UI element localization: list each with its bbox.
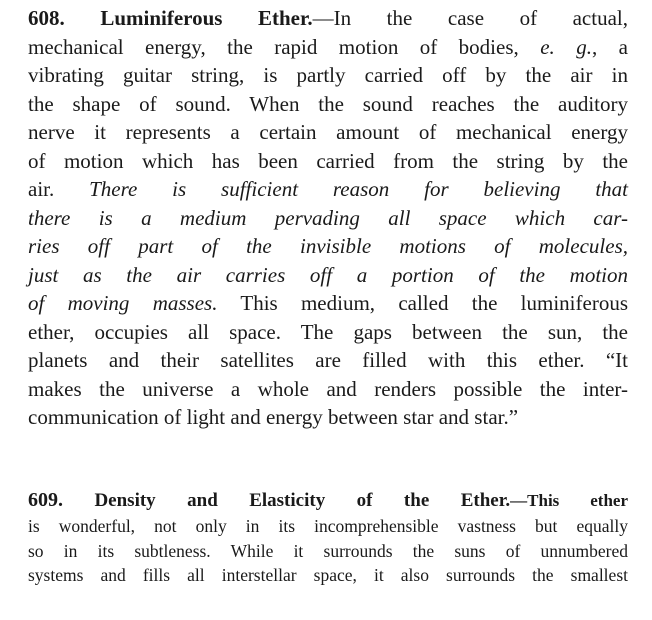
text-line: makes the universe a whole and renders possible the inter- bbox=[28, 376, 628, 401]
section-heading: Luminiferous Ether. bbox=[100, 6, 313, 30]
text-line: of motion which has been carried from the string by the bbox=[28, 148, 628, 173]
line-text: , a bbox=[591, 34, 628, 59]
text-line: ries off part of the invisible motions of molecules, bbox=[28, 234, 628, 258]
text-line: planets and their satellites are filled with this ether. “It bbox=[28, 348, 628, 372]
text-line: systems and fills all interstellar space, it also surrounds the smallest bbox=[28, 565, 628, 585]
section-number: 608. bbox=[28, 6, 65, 30]
text-line: there is a medium pervading all space which car- bbox=[28, 205, 628, 230]
text-line: is wonderful, not only in its incomprehensible vastness but equally bbox=[28, 516, 628, 536]
text-line bbox=[28, 487, 628, 514]
text-line: vibrating guitar string, is partly carried off by the air in bbox=[28, 63, 628, 87]
line-text: This medium, called the luminiferous bbox=[217, 291, 628, 315]
line-text: —This ether bbox=[510, 491, 628, 510]
text-line: ether, occupies all space. The gaps between the sun, the bbox=[28, 319, 628, 344]
text-line bbox=[28, 175, 628, 204]
text-line bbox=[28, 33, 628, 62]
line-text: air. bbox=[28, 177, 90, 201]
emphasis-text: e. g. bbox=[540, 34, 592, 59]
text-line: so in its subtleness. While it surrounds the suns of unnumbered bbox=[28, 540, 628, 561]
text-line: just as the air carries off a portion of the motion bbox=[28, 262, 628, 287]
section-609 bbox=[28, 487, 628, 588]
section-608 bbox=[28, 4, 628, 432]
text-line bbox=[28, 289, 628, 318]
section-heading: Density and Elasticity of the Ether. bbox=[94, 490, 511, 511]
text-line: the shape of sound. When the sound reaches the auditory bbox=[28, 91, 628, 116]
line-text: mechanical energy, the rapid motion of bodies, bbox=[28, 34, 541, 59]
text-line bbox=[28, 4, 628, 33]
text-line: nerve it represents a certain amount of mechanical energy bbox=[28, 120, 628, 144]
italic-text: There is sufficient reason for believing that bbox=[89, 177, 628, 201]
italic-text: of moving masses. bbox=[28, 291, 218, 315]
line-text: —In the case of actual, bbox=[312, 6, 628, 30]
section-number: 609. bbox=[28, 489, 63, 511]
text-line: communication of light and energy between star and star.” bbox=[28, 405, 519, 429]
